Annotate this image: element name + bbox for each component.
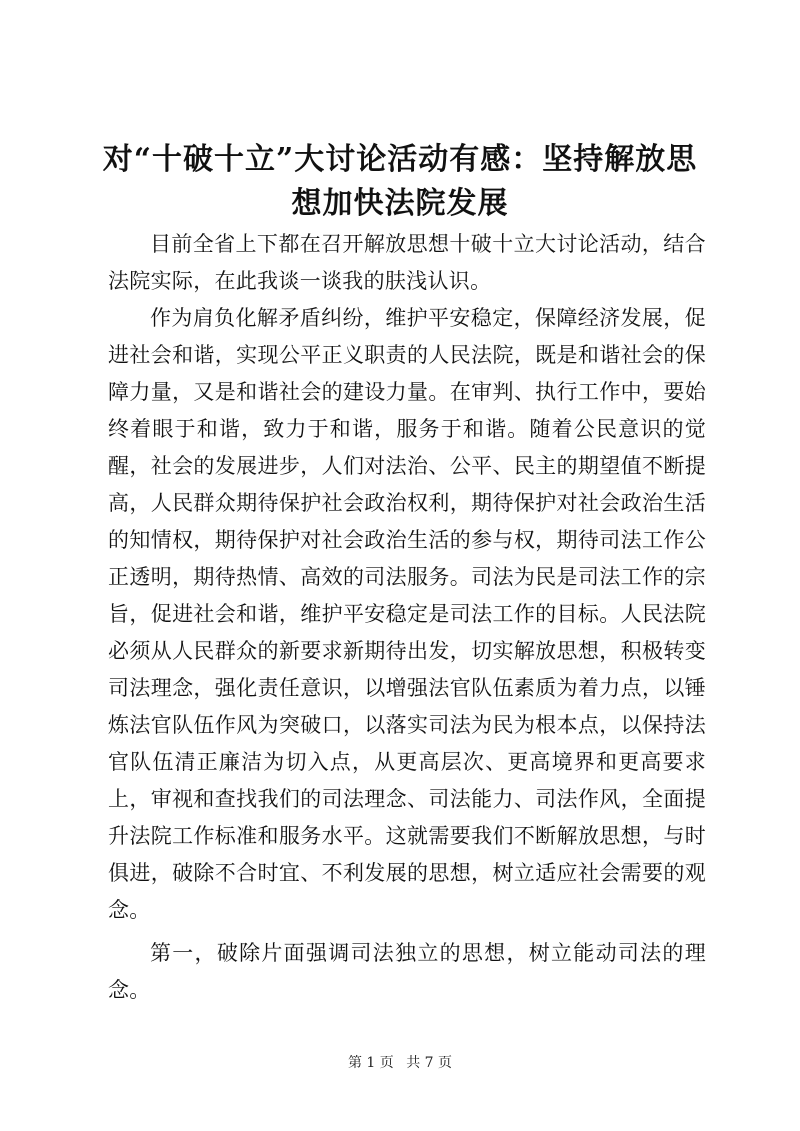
page-number: 第 1 页 xyxy=(347,1055,394,1071)
paragraph-intro: 目前全省上下都在召开解放思想十破十立大讨论活动，结合法院实际，在此我谈一谈我的肤浅认识。 xyxy=(108,232,706,293)
document-body xyxy=(108,226,706,1009)
paragraph-main: 作为肩负化解矛盾纠纷，维护平安稳定，保障经济发展，促进社会和谐，实现公平正义职责的人民法院，既是和谐社会的保障力量，又是和谐社会的建设力量。在审判、执行工作中，要始终着眼于和谐，致力于和谐，服务于和谐。随着公民意识的觉醒，社会的发展进步，人们对法治、公平、民主的期望值不断提高，人民群众期待保护社会政治权利，期待保护对社会政治生活的知情权，期待保护对社会政治生活的参与权，期待司法工作公正透明，期待热情、高效的司法服务。司法为民是司法工作的宗旨，促进社会和谐，维护平安稳定是司法工作的目标。人民法院必须从人民群众的新要求新期待出发，切实解放思想，积极转变司法理念，强化责任意识，以增强法官队伍素质为着力点，以锤炼法官队伍作风为突破口，以落实司法为民为根本点，以保持法官队伍清正廉洁为切入点，从更高层次、更高境界和更高要求上，审视和查找我们的司法理念、司法能力、司法作风，全面提升法院工作标准和服务水平。这就需要我们不断解放思想，与时俱进，破除不合时宜、不利发展的思想，树立适应社会需要的观念。 xyxy=(108,306,706,922)
paragraph-first-point: 第一，破除片面强调司法独立的思想，树立能动司法的理念。 xyxy=(108,941,706,1002)
document-title: 对“十破十立”大讨论活动有感：坚持解放思想加快法院发展 xyxy=(102,142,698,221)
page-footer xyxy=(0,1054,800,1072)
page-total: 共 7 页 xyxy=(406,1055,453,1071)
